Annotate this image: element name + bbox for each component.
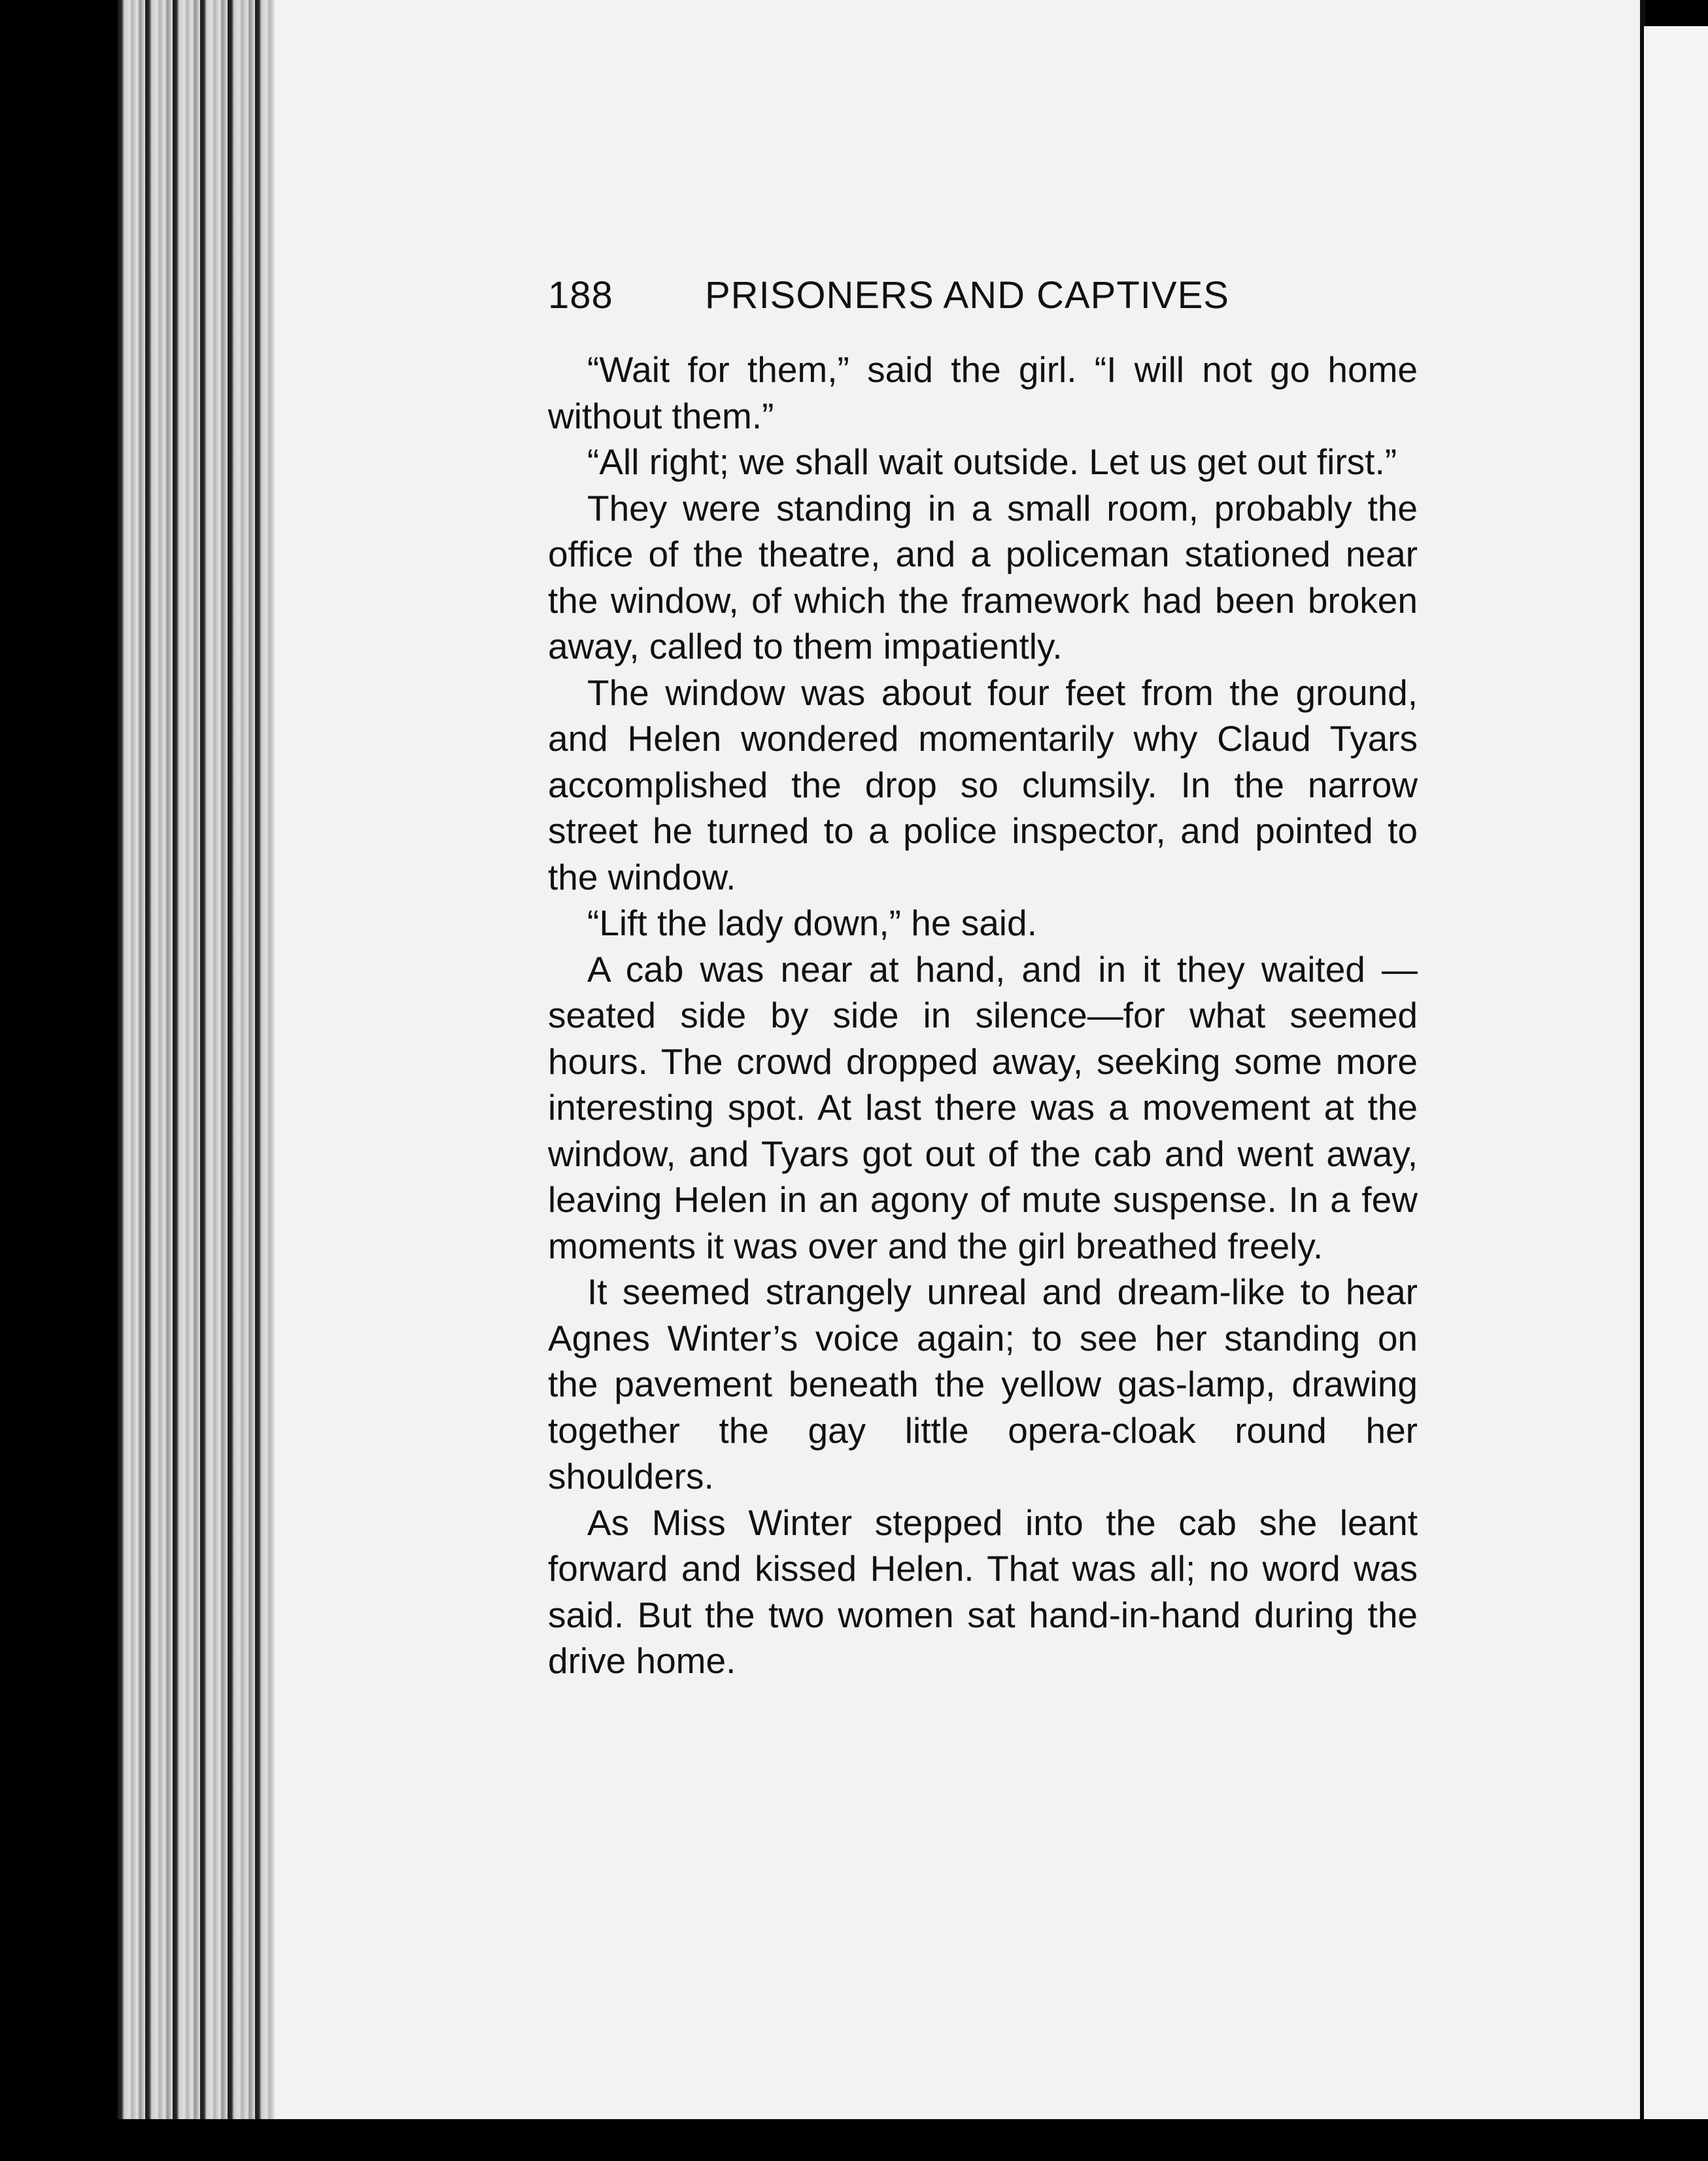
paragraph: “Lift the lady down,” he said.: [587, 903, 1037, 943]
paragraph: A cab was near at hand, and in it they waited —seated side by side in silence—for what seemed hours. The crowd dropped away, seeking some more interesting spot. At last there was a movement at the window, and Tyars got out of the cab and went away, leaving Helen in an agony of mute suspense. In a few moments it was over and the girl breathed freely.: [548, 948, 1418, 1266]
body-text: [548, 347, 1418, 1684]
paragraph: As Miss Winter stepped into the cab she leant forward and kissed Helen. That was all; no word was said. But the two women sat hand-in-hand during the drive home.: [548, 1502, 1418, 1681]
running-title: PRISONERS AND CAPTIVES: [705, 274, 1229, 317]
paragraph: They were standing in a small room, probably the office of the theatre, and a policeman stationed near the window, of which the framework had been broken away, called to them impatiently.: [548, 487, 1418, 666]
paragraph: The window was about four feet from the ground, and Helen wondered momentarily why Claud Tyars accomplished the drop so clumsily. In the narrow street he turned to a police inspector, and pointed to the window.: [548, 672, 1418, 897]
paragraph: It seemed strangely unreal and dream-like to hear Agnes Winter’s voice again; to see her standing on the pavement beneath the yellow gas-lamp, drawing together the gay little opera-cloak round her shoulders.: [548, 1271, 1418, 1496]
page-number: 188: [548, 274, 613, 317]
facing-page-edge: [1640, 26, 1708, 2119]
scan-border: [0, 2119, 1708, 2161]
paragraph: “All right; we shall wait outside. Let us get out first.”: [587, 441, 1397, 482]
paragraph: “Wait for them,” said the girl. “I will not go home without them.”: [548, 349, 1418, 436]
page-header: [548, 273, 1437, 326]
page-block-edges: [118, 0, 281, 2119]
